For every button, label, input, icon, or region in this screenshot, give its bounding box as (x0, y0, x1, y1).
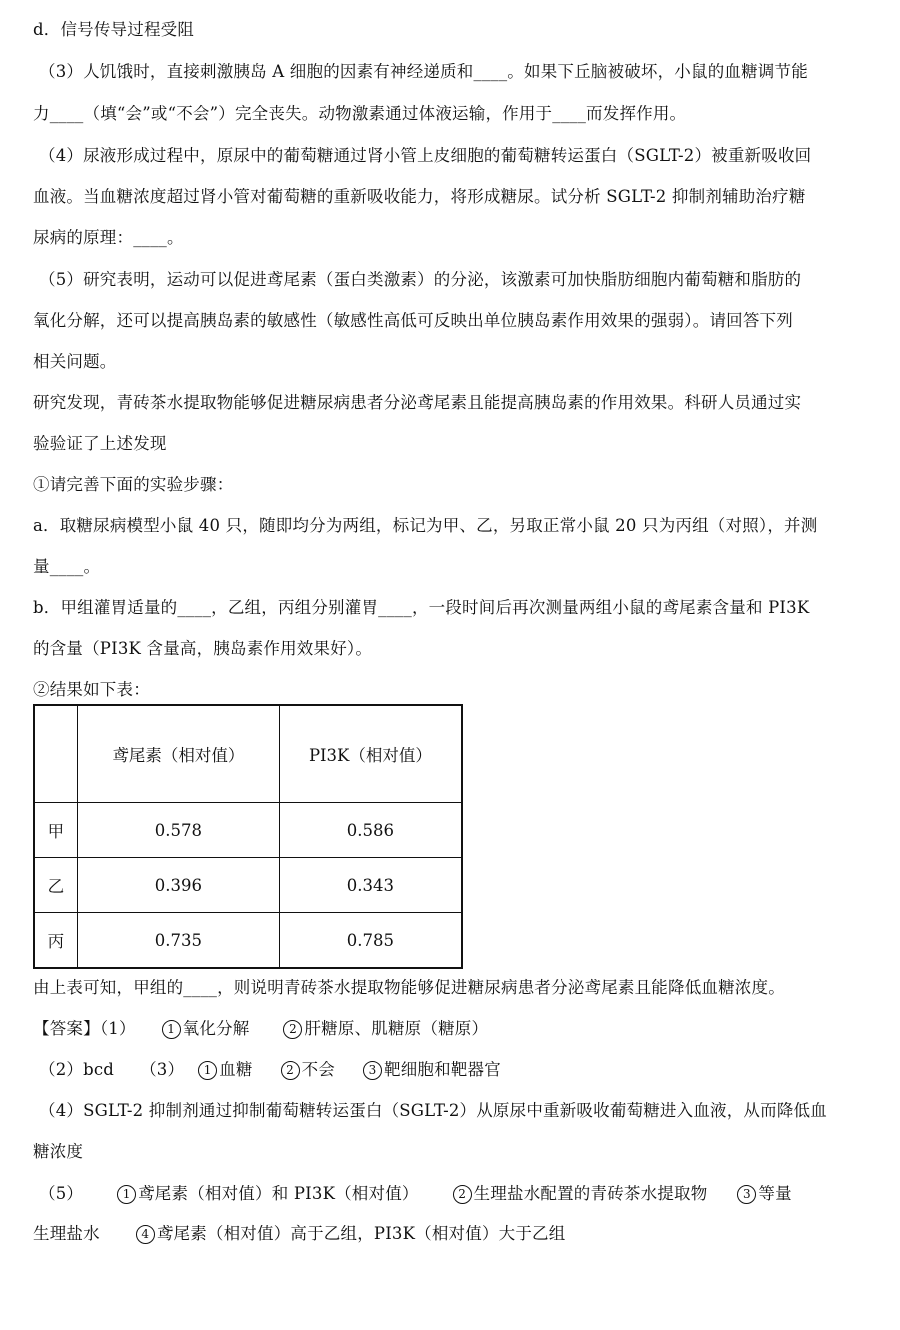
option-d: d．信号传导过程受阻 (33, 20, 195, 39)
answer-item: 肝糖原、肌糖原（糖原） (304, 1019, 489, 1038)
answer-line-6 (33, 1222, 565, 1246)
circled-number: 2 (281, 1061, 300, 1080)
answer-line-3: （4）SGLT-2 抑制剂通过抑制葡萄糖转运蛋白（SGLT-2）从原尿中重新吸收葡萄糖进入血液，从而降低血 (39, 1101, 827, 1120)
question-5-line-1: （5）研究表明，运动可以促进鸢尾素（蛋白类激素）的分泌，该激素可加快脂肪细胞内葡萄糖和脂肪的 (39, 270, 802, 289)
answer-item: 血糖 (219, 1060, 253, 1079)
table-row (34, 803, 462, 858)
question-4-line-3: 尿病的原理：____。 (33, 228, 184, 247)
table-header-cell (34, 705, 77, 803)
answer-item: 氧化分解 (182, 1019, 250, 1038)
table-cell: 丙 (34, 913, 77, 969)
question-3-line-1: （3）人饥饿时，直接刺激胰岛 A 细胞的因素有神经递质和____。如果下丘脑被破坏，小鼠的血糖调节能 (39, 62, 808, 81)
question-4-line-2: 血液。当血糖浓度超过肾小管对葡萄糖的重新吸收能力，将形成糖尿。试分析 SGLT-2 抑制剂辅助治疗糖 (33, 187, 806, 206)
table-cell: 0.343 (279, 858, 462, 913)
table-cell: 0.578 (77, 803, 279, 858)
circled-number: 1 (162, 1020, 181, 1039)
circled-number: 2 (453, 1185, 472, 1204)
step-intro: ①请完善下面的实验步骤： (33, 475, 234, 494)
answer-item: 不会 (301, 1060, 335, 1079)
answer-line-4: 糖浓度 (33, 1142, 84, 1161)
result-intro: ②结果如下表： (33, 680, 150, 699)
answer-item: 鸢尾素（相对值）和 PI3K（相对值） (138, 1184, 419, 1203)
answer-part-2: （2）bcd (39, 1060, 115, 1079)
conclusion-line: 由上表可知，甲组的____，则说明青砖茶水提取物能够促进糖尿病患者分泌鸢尾素且能降低血糖浓度。 (33, 978, 785, 997)
answer-part-1: （1） (99, 1019, 136, 1038)
research-line-2: 验验证了上述发现 (33, 434, 167, 453)
step-a-line-2: 量____。 (33, 557, 101, 576)
step-b-line-2: 的含量（PI3K 含量高，胰岛素作用效果好）。 (33, 639, 373, 658)
table-cell: 0.396 (77, 858, 279, 913)
table-cell: 甲 (34, 803, 77, 858)
question-5-line-3: 相关问题。 (33, 352, 117, 371)
answer-item: 等量 (758, 1184, 792, 1203)
answer-item: 生理盐水 (33, 1224, 100, 1243)
result-table (33, 704, 463, 969)
answer-line-5 (39, 1182, 792, 1206)
circled-number: 3 (737, 1185, 756, 1204)
research-line-1: 研究发现，青砖茶水提取物能够促进糖尿病患者分泌鸢尾素且能提高胰岛素的作用效果。科研人员通过实 (33, 393, 802, 412)
answer-line-1 (33, 1017, 488, 1041)
table-cell: 0.586 (279, 803, 462, 858)
answer-item: 鸢尾素（相对值）高于乙组，PI3K（相对值）大于乙组 (156, 1224, 566, 1243)
circled-number: 1 (117, 1185, 136, 1204)
circled-number: 3 (363, 1061, 382, 1080)
answer-label: 【答案】 (33, 1019, 100, 1038)
step-a-line-1: a．取糖尿病模型小鼠 40 只，随即均分为两组，标记为甲、乙，另取正常小鼠 20 只为丙组（对照），并测 (33, 516, 818, 535)
circled-number: 1 (198, 1061, 217, 1080)
question-4-line-1: （4）尿液形成过程中，原尿中的葡萄糖通过肾小管上皮细胞的葡萄糖转运蛋白（SGLT-2）被重新吸收回 (39, 146, 812, 165)
table-header-cell: 鸢尾素（相对值） (77, 705, 279, 803)
circled-number: 4 (136, 1225, 155, 1244)
table-header-cell: PI3K（相对值） (279, 705, 462, 803)
step-b-line-1: b．甲组灌胃适量的____，乙组，丙组分别灌胃____，一段时间后再次测量两组小鼠的鸢尾素含量和 PI3K (33, 598, 810, 617)
table-row (34, 858, 462, 913)
answer-part-5: （5） (39, 1184, 84, 1203)
table-row (34, 913, 462, 969)
answer-item: 生理盐水配置的青砖茶水提取物 (473, 1184, 708, 1203)
answer-part-3: （3） (140, 1060, 185, 1079)
question-5-line-2: 氧化分解，还可以提高胰岛素的敏感性（敏感性高低可反映出单位胰岛素作用效果的强弱）。请回答下列 (33, 311, 793, 330)
question-3-line-2: 力____（填“会”或“不会”）完全丧失。动物激素通过体液运输，作用于____而发挥作用。 (33, 104, 687, 123)
table-cell: 0.785 (279, 913, 462, 969)
circled-number: 2 (283, 1020, 302, 1039)
answer-line-2 (39, 1058, 501, 1082)
table-header-row (34, 705, 462, 803)
answer-item: 靶细胞和靶器官 (384, 1060, 501, 1079)
table-cell: 乙 (34, 858, 77, 913)
table-cell: 0.735 (77, 913, 279, 969)
